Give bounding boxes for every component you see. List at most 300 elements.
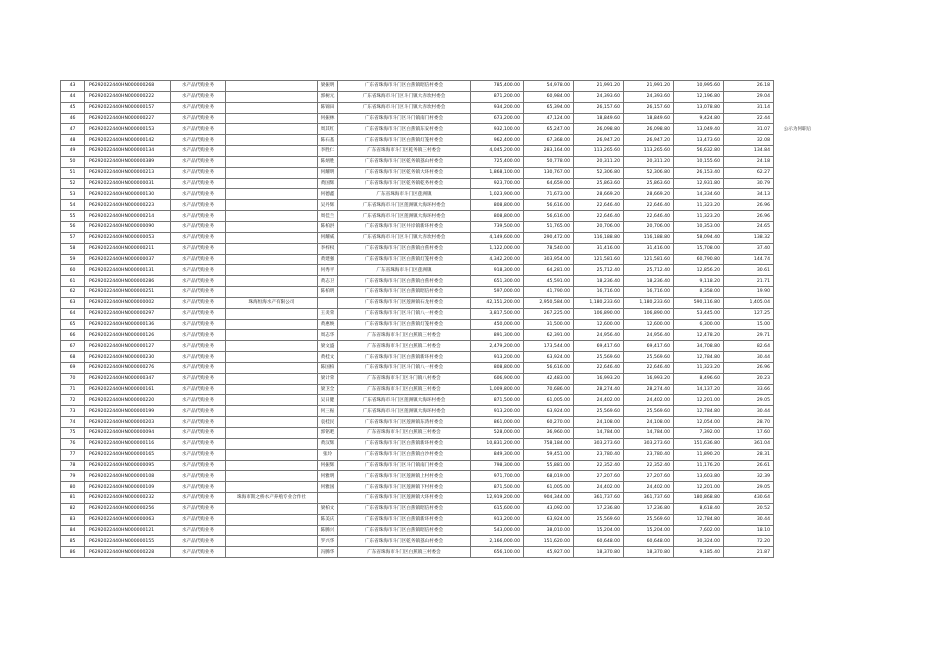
cell-person-name[interactable]: 陈国柏 <box>318 362 338 373</box>
cell-amount-d[interactable]: 14,784.00 <box>624 428 674 439</box>
cell-record-id[interactable]: P6292022440HN000000211 <box>85 243 171 254</box>
cell-organization[interactable] <box>226 460 318 471</box>
cell-organization[interactable] <box>226 243 318 254</box>
cell-amount-c[interactable]: 26,947.20 <box>574 135 624 146</box>
cell-row-number[interactable]: 63 <box>61 297 85 308</box>
cell-amount-f[interactable]: 138.32 <box>724 232 774 243</box>
cell-address[interactable]: 广东省珠海市斗门区斗门镇南门村委会 <box>338 113 471 124</box>
cell-note[interactable] <box>774 146 822 157</box>
cell-record-id[interactable]: P6292022440HN000000063 <box>85 514 171 525</box>
cell-address[interactable]: 广东省珠海市斗门区莲洲镇大海环村委会 <box>338 200 471 211</box>
cell-amount-e[interactable]: 12,196.80 <box>674 91 724 102</box>
cell-row-number[interactable]: 45 <box>61 102 85 113</box>
cell-address[interactable]: 广东省珠海市斗门区乾务镇荔山村委会 <box>338 536 471 547</box>
cell-person-name[interactable]: 何三振 <box>318 406 338 417</box>
cell-record-id[interactable]: P6292022440HN000000228 <box>85 547 171 558</box>
cell-organization[interactable] <box>226 91 318 102</box>
cell-address[interactable]: 广东省珠海市斗门区白蕉镇三村委会 <box>338 384 471 395</box>
cell-person-name[interactable]: 何雅明 <box>318 471 338 482</box>
cell-record-id[interactable]: P6292022440HN000000268 <box>85 81 171 92</box>
cell-amount-c[interactable]: 361,737.60 <box>574 493 624 504</box>
cell-record-id[interactable]: P6292022440HN000000090 <box>85 221 171 232</box>
cell-note[interactable] <box>774 232 822 243</box>
cell-amount-d[interactable]: 25,569.60 <box>624 352 674 363</box>
cell-note[interactable] <box>774 471 822 482</box>
cell-address[interactable]: 广东省珠海市斗门区白蕉镇昭信村委会 <box>338 503 471 514</box>
cell-amount-c[interactable]: 20,311.20 <box>574 156 624 167</box>
cell-note[interactable] <box>774 167 822 178</box>
cell-amount-f[interactable]: 30.61 <box>724 265 774 276</box>
cell-address[interactable]: 广东省珠海市斗门区莲洲镇大环村委会 <box>338 493 471 504</box>
cell-person-name[interactable]: 陈石基 <box>318 135 338 146</box>
cell-row-number[interactable]: 60 <box>61 265 85 276</box>
cell-amount-b[interactable]: 50,778.00 <box>524 156 574 167</box>
cell-record-id[interactable]: P6292022440HN000000161 <box>85 384 171 395</box>
cell-amount-f[interactable]: 29.05 <box>724 482 774 493</box>
cell-amount-a[interactable]: 2,479,200.00 <box>471 341 524 352</box>
cell-amount-c[interactable]: 16,993.20 <box>574 373 624 384</box>
cell-amount-e[interactable]: 12,478.20 <box>674 330 724 341</box>
cell-person-name[interactable]: 何耀威 <box>318 232 338 243</box>
cell-organization[interactable] <box>226 81 318 92</box>
cell-amount-e[interactable]: 10,353.00 <box>674 221 724 232</box>
cell-address[interactable]: 广东省珠海市斗门区白蕉镇东安村委会 <box>338 124 471 135</box>
cell-business-type[interactable]: 水产品代购业务 <box>171 156 226 167</box>
cell-record-id[interactable]: P6292022440HN000000126 <box>85 330 171 341</box>
cell-amount-a[interactable]: 10,831,200.00 <box>471 438 524 449</box>
cell-record-id[interactable]: P6292022440HN000000199 <box>85 406 171 417</box>
cell-address[interactable]: 广东省珠海市斗门区白蕉镇三村委会 <box>338 428 471 439</box>
cell-row-number[interactable]: 49 <box>61 146 85 157</box>
cell-record-id[interactable]: P6292022440HN000000130 <box>85 189 171 200</box>
cell-amount-f[interactable]: 72.20 <box>724 536 774 547</box>
cell-amount-c[interactable]: 25,569.60 <box>574 514 624 525</box>
cell-person-name[interactable]: 郭铭吧 <box>318 428 338 439</box>
cell-record-id[interactable]: P6292022440HN000000127 <box>85 341 171 352</box>
cell-note[interactable] <box>774 81 822 92</box>
cell-note[interactable] <box>774 395 822 406</box>
cell-amount-d[interactable]: 121,581.60 <box>624 254 674 265</box>
cell-business-type[interactable]: 水产品代购业务 <box>171 428 226 439</box>
cell-person-name[interactable]: 梁柏文 <box>318 503 338 514</box>
cell-organization[interactable] <box>226 536 318 547</box>
cell-amount-e[interactable]: 8,618.40 <box>674 503 724 514</box>
cell-amount-c[interactable]: 15,204.00 <box>574 525 624 536</box>
cell-person-name[interactable]: 袁桂民 <box>318 417 338 428</box>
cell-person-name[interactable]: 冯腾华 <box>318 547 338 558</box>
cell-amount-c[interactable]: 22,646.40 <box>574 200 624 211</box>
cell-record-id[interactable]: P6292022440HN000000109 <box>85 482 171 493</box>
cell-person-name[interactable]: 吴丹辉 <box>318 200 338 211</box>
cell-amount-f[interactable]: 21.87 <box>724 547 774 558</box>
cell-amount-d[interactable]: 25,569.60 <box>624 406 674 417</box>
cell-person-name[interactable] <box>318 493 338 504</box>
cell-person-name[interactable]: 周佳兰 <box>318 211 338 222</box>
cell-amount-e[interactable]: 12,201.00 <box>674 482 724 493</box>
cell-amount-f[interactable]: 1,405.04 <box>724 297 774 308</box>
cell-address[interactable]: 广东省珠海市斗门区白蕉镇昭信村委会 <box>338 525 471 536</box>
cell-business-type[interactable]: 水产品代购业务 <box>171 254 226 265</box>
cell-row-number[interactable]: 71 <box>61 384 85 395</box>
cell-amount-e[interactable]: 590,116.80 <box>674 297 724 308</box>
cell-address[interactable]: 广东省珠海市斗门区莲洲镇上村村委会 <box>338 471 471 482</box>
cell-note[interactable] <box>774 503 822 514</box>
cell-note[interactable] <box>774 178 822 189</box>
cell-amount-e[interactable]: 34,708.80 <box>674 341 724 352</box>
cell-amount-a[interactable]: 808,800.00 <box>471 362 524 373</box>
cell-note[interactable] <box>774 449 822 460</box>
cell-business-type[interactable]: 水产品代购业务 <box>171 341 226 352</box>
cell-amount-a[interactable]: 597,000.00 <box>471 287 524 298</box>
cell-amount-b[interactable]: 64,281.00 <box>524 265 574 276</box>
cell-address[interactable]: 广东省珠海市斗门区斗门镇八一村委会 <box>338 308 471 319</box>
cell-amount-b[interactable]: 47,124.00 <box>524 113 574 124</box>
cell-note[interactable] <box>774 438 822 449</box>
cell-amount-d[interactable]: 12,600.00 <box>624 319 674 330</box>
cell-amount-c[interactable]: 24,402.00 <box>574 482 624 493</box>
cell-business-type[interactable]: 水产品代购业务 <box>171 200 226 211</box>
cell-address[interactable]: 广东省珠海市斗门区白蕉镇白蕉村委会 <box>338 243 471 254</box>
cell-amount-a[interactable]: 891,300.00 <box>471 330 524 341</box>
cell-amount-a[interactable]: 971,700.00 <box>471 471 524 482</box>
cell-record-id[interactable]: P6292022440HN000000251 <box>85 287 171 298</box>
cell-person-name[interactable]: 何德鑫 <box>318 189 338 200</box>
cell-address[interactable]: 广东省珠海市斗门区斗门镇大赤坎村委会 <box>338 102 471 113</box>
cell-amount-a[interactable]: 798,300.00 <box>471 460 524 471</box>
cell-amount-d[interactable]: 16,716.00 <box>624 287 674 298</box>
cell-amount-d[interactable]: 26,098.80 <box>624 124 674 135</box>
cell-amount-d[interactable]: 69,417.60 <box>624 341 674 352</box>
cell-amount-a[interactable]: 923,700.00 <box>471 178 524 189</box>
cell-amount-e[interactable]: 30,324.00 <box>674 536 724 547</box>
cell-organization[interactable] <box>226 395 318 406</box>
cell-note[interactable] <box>774 362 822 373</box>
cell-amount-a[interactable]: 725,400.00 <box>471 156 524 167</box>
cell-amount-f[interactable]: 29.71 <box>724 330 774 341</box>
cell-amount-f[interactable]: 31.14 <box>724 102 774 113</box>
cell-business-type[interactable]: 水产品代购业务 <box>171 287 226 298</box>
cell-organization[interactable] <box>226 113 318 124</box>
cell-record-id[interactable]: P6292022440HN000000297 <box>85 308 171 319</box>
cell-amount-c[interactable]: 18,236.40 <box>574 276 624 287</box>
cell-amount-b[interactable]: 65,394.00 <box>524 102 574 113</box>
cell-amount-d[interactable]: 25,569.60 <box>624 514 674 525</box>
cell-organization[interactable] <box>226 482 318 493</box>
cell-note[interactable] <box>774 417 822 428</box>
cell-amount-d[interactable]: 52,306.80 <box>624 167 674 178</box>
cell-amount-a[interactable]: 1,868,100.00 <box>471 167 524 178</box>
cell-amount-e[interactable]: 11,176.20 <box>674 460 724 471</box>
cell-person-name[interactable]: 陈柏洪 <box>318 221 338 232</box>
cell-address[interactable]: 广东省珠海市斗门区白蕉镇二村委会 <box>338 341 471 352</box>
cell-amount-a[interactable]: 932,100.00 <box>471 124 524 135</box>
cell-address[interactable]: 广东省珠海市斗门区斗门镇大赤坎村委会 <box>338 91 471 102</box>
cell-amount-b[interactable]: 303,954.00 <box>524 254 574 265</box>
cell-person-name[interactable]: 郭树元 <box>318 91 338 102</box>
cell-record-id[interactable]: P6292022440HN000000155 <box>85 536 171 547</box>
cell-business-type[interactable]: 水产品代购业务 <box>171 471 226 482</box>
cell-amount-a[interactable]: 528,000.00 <box>471 428 524 439</box>
cell-person-name[interactable]: 陈炳胜 <box>318 156 338 167</box>
cell-organization[interactable] <box>226 406 318 417</box>
cell-address[interactable]: 广东省珠海市斗门区白蕉镇白沙村委会 <box>338 449 471 460</box>
cell-organization[interactable]: 珠海恒海水产有限公司 <box>226 297 318 308</box>
cell-note[interactable] <box>774 254 822 265</box>
cell-record-id[interactable]: P6292022440HN000000213 <box>85 167 171 178</box>
cell-note[interactable] <box>774 514 822 525</box>
cell-amount-c[interactable]: 60,648.00 <box>574 536 624 547</box>
cell-amount-b[interactable]: 56,616.00 <box>524 362 574 373</box>
cell-amount-e[interactable]: 6,300.00 <box>674 319 724 330</box>
cell-person-name[interactable]: 梁振明 <box>318 81 338 92</box>
cell-organization[interactable] <box>226 221 318 232</box>
cell-amount-e[interactable]: 56,632.80 <box>674 146 724 157</box>
cell-amount-e[interactable]: 53,445.00 <box>674 308 724 319</box>
cell-amount-c[interactable]: 24,402.00 <box>574 395 624 406</box>
cell-amount-b[interactable]: 63,924.00 <box>524 514 574 525</box>
cell-organization[interactable] <box>226 514 318 525</box>
cell-amount-e[interactable]: 9,118.20 <box>674 276 724 287</box>
cell-address[interactable]: 广东省珠海市斗门区乾务镇乾务村委会 <box>338 178 471 189</box>
cell-business-type[interactable]: 水产品代购业务 <box>171 81 226 92</box>
cell-person-name[interactable]: 陈柏明 <box>318 287 338 298</box>
cell-amount-c[interactable]: 28,669.20 <box>574 189 624 200</box>
cell-amount-f[interactable]: 134.84 <box>724 146 774 157</box>
cell-amount-b[interactable]: 43,092.00 <box>524 503 574 514</box>
cell-organization[interactable] <box>226 156 318 167</box>
cell-amount-b[interactable]: 904,344.00 <box>524 493 574 504</box>
cell-amount-b[interactable]: 70,686.00 <box>524 384 574 395</box>
cell-record-id[interactable]: P6292022440HN000000276 <box>85 362 171 373</box>
cell-amount-f[interactable]: 28.31 <box>724 449 774 460</box>
cell-amount-e[interactable]: 13,603.80 <box>674 471 724 482</box>
cell-amount-c[interactable]: 25,712.40 <box>574 265 624 276</box>
cell-amount-f[interactable]: 30.44 <box>724 514 774 525</box>
cell-amount-f[interactable]: 34.13 <box>724 189 774 200</box>
cell-amount-c[interactable]: 21,991.20 <box>574 81 624 92</box>
cell-amount-d[interactable]: 23,780.40 <box>624 449 674 460</box>
cell-note[interactable] <box>774 308 822 319</box>
cell-amount-e[interactable]: 12,856.20 <box>674 265 724 276</box>
cell-amount-e[interactable]: 8,496.60 <box>674 373 724 384</box>
cell-amount-a[interactable]: 3,817,500.00 <box>471 308 524 319</box>
cell-person-name[interactable]: 周志华 <box>318 330 338 341</box>
cell-amount-e[interactable]: 8,358.00 <box>674 287 724 298</box>
cell-row-number[interactable]: 86 <box>61 547 85 558</box>
cell-address[interactable]: 广东省珠海市斗门区白蕉镇昭信村委会 <box>338 81 471 92</box>
cell-amount-f[interactable]: 62.27 <box>724 167 774 178</box>
cell-amount-d[interactable]: 1,180,233.60 <box>624 297 674 308</box>
cell-business-type[interactable]: 水产品代购业务 <box>171 362 226 373</box>
cell-organization[interactable] <box>226 373 318 384</box>
cell-amount-b[interactable]: 42,483.00 <box>524 373 574 384</box>
cell-business-type[interactable]: 水产品代购业务 <box>171 514 226 525</box>
cell-amount-d[interactable]: 113,265.60 <box>624 146 674 157</box>
cell-amount-c[interactable]: 14,784.00 <box>574 428 624 439</box>
cell-business-type[interactable]: 水产品代购业务 <box>171 113 226 124</box>
cell-amount-e[interactable]: 11,323.20 <box>674 200 724 211</box>
cell-row-number[interactable]: 47 <box>61 124 85 135</box>
cell-amount-e[interactable]: 15,708.00 <box>674 243 724 254</box>
cell-amount-a[interactable]: 1,122,000.00 <box>471 243 524 254</box>
cell-row-number[interactable]: 54 <box>61 200 85 211</box>
cell-amount-a[interactable]: 4,045,200.00 <box>471 146 524 157</box>
cell-record-id[interactable]: P6292022440HN000000095 <box>85 460 171 471</box>
cell-business-type[interactable]: 水产品代购业务 <box>171 536 226 547</box>
cell-business-type[interactable]: 水产品代购业务 <box>171 308 226 319</box>
cell-amount-a[interactable]: 656,100.00 <box>471 547 524 558</box>
cell-person-name[interactable]: 何秀平 <box>318 265 338 276</box>
cell-amount-c[interactable]: 17,236.80 <box>574 503 624 514</box>
cell-amount-e[interactable]: 11,323.20 <box>674 362 724 373</box>
cell-note[interactable] <box>774 297 822 308</box>
cell-address[interactable]: 广东省珠海市斗门区斗门镇八一村委会 <box>338 362 471 373</box>
cell-amount-b[interactable]: 758,184.00 <box>524 438 574 449</box>
cell-amount-f[interactable]: 19.90 <box>724 287 774 298</box>
cell-amount-a[interactable]: 2,166,000.00 <box>471 536 524 547</box>
cell-amount-d[interactable]: 22,352.40 <box>624 460 674 471</box>
cell-amount-e[interactable]: 12,054.00 <box>674 417 724 428</box>
cell-person-name[interactable]: 黄国辉 <box>318 178 338 189</box>
cell-row-number[interactable]: 78 <box>61 460 85 471</box>
cell-amount-c[interactable]: 23,780.40 <box>574 449 624 460</box>
cell-amount-a[interactable]: 4,149,600.00 <box>471 232 524 243</box>
cell-amount-e[interactable]: 12,201.00 <box>674 395 724 406</box>
cell-organization[interactable] <box>226 503 318 514</box>
cell-amount-a[interactable]: 12,919,200.00 <box>471 493 524 504</box>
cell-amount-f[interactable]: 26.96 <box>724 211 774 222</box>
cell-record-id[interactable]: P6292022440HN000000389 <box>85 156 171 167</box>
cell-amount-f[interactable]: 15.00 <box>724 319 774 330</box>
cell-amount-f[interactable]: 30.79 <box>724 178 774 189</box>
cell-person-name[interactable]: 陈锦田 <box>318 102 338 113</box>
cell-amount-e[interactable]: 11,890.20 <box>674 449 724 460</box>
cell-amount-c[interactable]: 25,569.60 <box>574 406 624 417</box>
cell-organization[interactable] <box>226 438 318 449</box>
cell-organization[interactable] <box>226 330 318 341</box>
cell-amount-d[interactable]: 361,737.60 <box>624 493 674 504</box>
cell-address[interactable]: 广东省珠海市斗门区莲洲镇下村村委会 <box>338 482 471 493</box>
cell-business-type[interactable]: 水产品代购业务 <box>171 297 226 308</box>
cell-person-name[interactable]: 何振辉 <box>318 460 338 471</box>
cell-amount-b[interactable]: 36,960.00 <box>524 428 574 439</box>
cell-row-number[interactable]: 84 <box>61 525 85 536</box>
cell-amount-f[interactable]: 30.44 <box>724 352 774 363</box>
cell-row-number[interactable]: 62 <box>61 287 85 298</box>
cell-amount-b[interactable]: 63,924.00 <box>524 406 574 417</box>
cell-amount-d[interactable]: 20,311.20 <box>624 156 674 167</box>
cell-amount-c[interactable]: 24,108.00 <box>574 417 624 428</box>
cell-row-number[interactable]: 65 <box>61 319 85 330</box>
cell-row-number[interactable]: 73 <box>61 406 85 417</box>
cell-amount-f[interactable]: 21.71 <box>724 276 774 287</box>
cell-amount-b[interactable]: 64,659.00 <box>524 178 574 189</box>
cell-row-number[interactable]: 64 <box>61 308 85 319</box>
cell-record-id[interactable]: P6292022440HN000000214 <box>85 211 171 222</box>
cell-person-name[interactable]: 何耀明 <box>318 167 338 178</box>
cell-row-number[interactable]: 74 <box>61 417 85 428</box>
cell-row-number[interactable]: 75 <box>61 428 85 439</box>
cell-amount-c[interactable]: 27,207.60 <box>574 471 624 482</box>
cell-amount-f[interactable]: 32.08 <box>724 135 774 146</box>
cell-organization[interactable] <box>226 362 318 373</box>
cell-amount-a[interactable]: 861,000.00 <box>471 417 524 428</box>
cell-amount-c[interactable]: 28,274.40 <box>574 384 624 395</box>
cell-business-type[interactable]: 水产品代购业务 <box>171 330 226 341</box>
cell-note[interactable] <box>774 384 822 395</box>
cell-person-name[interactable]: 周其红 <box>318 124 338 135</box>
cell-amount-b[interactable]: 71,673.00 <box>524 189 574 200</box>
cell-amount-c[interactable]: 26,098.80 <box>574 124 624 135</box>
cell-row-number[interactable]: 51 <box>61 167 85 178</box>
cell-business-type[interactable]: 水产品代购业务 <box>171 124 226 135</box>
cell-amount-f[interactable]: 144.74 <box>724 254 774 265</box>
cell-row-number[interactable]: 50 <box>61 156 85 167</box>
cell-amount-d[interactable]: 26,947.20 <box>624 135 674 146</box>
cell-row-number[interactable]: 72 <box>61 395 85 406</box>
cell-person-name[interactable]: 黄汉辉 <box>318 438 338 449</box>
cell-amount-d[interactable]: 18,236.40 <box>624 276 674 287</box>
cell-address[interactable]: 广东省珠海市斗门区斗门镇大赤坎村委会 <box>338 232 471 243</box>
cell-row-number[interactable]: 48 <box>61 135 85 146</box>
cell-record-id[interactable]: P6292022440HN000000232 <box>85 493 171 504</box>
cell-row-number[interactable]: 43 <box>61 81 85 92</box>
cell-amount-e[interactable]: 26,153.40 <box>674 167 724 178</box>
cell-note[interactable] <box>774 547 822 558</box>
cell-business-type[interactable]: 水产品代购业务 <box>171 438 226 449</box>
cell-note[interactable] <box>774 460 822 471</box>
cell-amount-f[interactable]: 30.44 <box>724 406 774 417</box>
cell-amount-d[interactable]: 106,890.00 <box>624 308 674 319</box>
cell-amount-a[interactable]: 450,000.00 <box>471 319 524 330</box>
cell-amount-c[interactable]: 26,157.60 <box>574 102 624 113</box>
cell-record-id[interactable]: P6292022440HN000000134 <box>85 146 171 157</box>
cell-amount-b[interactable]: 61,005.00 <box>524 395 574 406</box>
cell-amount-e[interactable]: 14,137.20 <box>674 384 724 395</box>
cell-amount-f[interactable]: 28.70 <box>724 417 774 428</box>
cell-amount-b[interactable]: 67,368.00 <box>524 135 574 146</box>
cell-amount-e[interactable]: 60,790.80 <box>674 254 724 265</box>
cell-address[interactable]: 广东省珠海市斗门区莲洲镇大海环村委会 <box>338 395 471 406</box>
cell-amount-f[interactable]: 18.10 <box>724 525 774 536</box>
cell-note[interactable] <box>774 373 822 384</box>
cell-row-number[interactable]: 59 <box>61 254 85 265</box>
cell-business-type[interactable]: 水产品代购业务 <box>171 221 226 232</box>
cell-amount-f[interactable]: 29.04 <box>724 91 774 102</box>
cell-amount-d[interactable]: 27,207.60 <box>624 471 674 482</box>
cell-person-name[interactable]: 梁卫全 <box>318 384 338 395</box>
cell-record-id[interactable]: P6292022440HN000000157 <box>85 102 171 113</box>
cell-row-number[interactable]: 52 <box>61 178 85 189</box>
cell-amount-b[interactable]: 68,019.00 <box>524 471 574 482</box>
cell-amount-c[interactable]: 113,265.60 <box>574 146 624 157</box>
cell-amount-d[interactable]: 60,648.00 <box>624 536 674 547</box>
cell-organization[interactable] <box>226 525 318 536</box>
cell-amount-b[interactable]: 267,225.00 <box>524 308 574 319</box>
cell-person-name[interactable] <box>318 297 338 308</box>
cell-amount-c[interactable]: 12,600.00 <box>574 319 624 330</box>
cell-amount-c[interactable]: 22,646.40 <box>574 362 624 373</box>
cell-amount-b[interactable]: 61,005.00 <box>524 482 574 493</box>
cell-business-type[interactable]: 水产品代购业务 <box>171 178 226 189</box>
cell-address[interactable]: 广东省珠海市斗门区白蕉镇灯笼村委会 <box>338 254 471 265</box>
cell-person-name[interactable]: 陈腾兴 <box>318 525 338 536</box>
cell-business-type[interactable]: 水产品代购业务 <box>171 243 226 254</box>
cell-amount-f[interactable]: 31.07 <box>724 124 774 135</box>
cell-amount-b[interactable]: 2,950,584.00 <box>524 297 574 308</box>
cell-amount-c[interactable]: 24,956.40 <box>574 330 624 341</box>
cell-amount-a[interactable]: 1,009,800.00 <box>471 384 524 395</box>
